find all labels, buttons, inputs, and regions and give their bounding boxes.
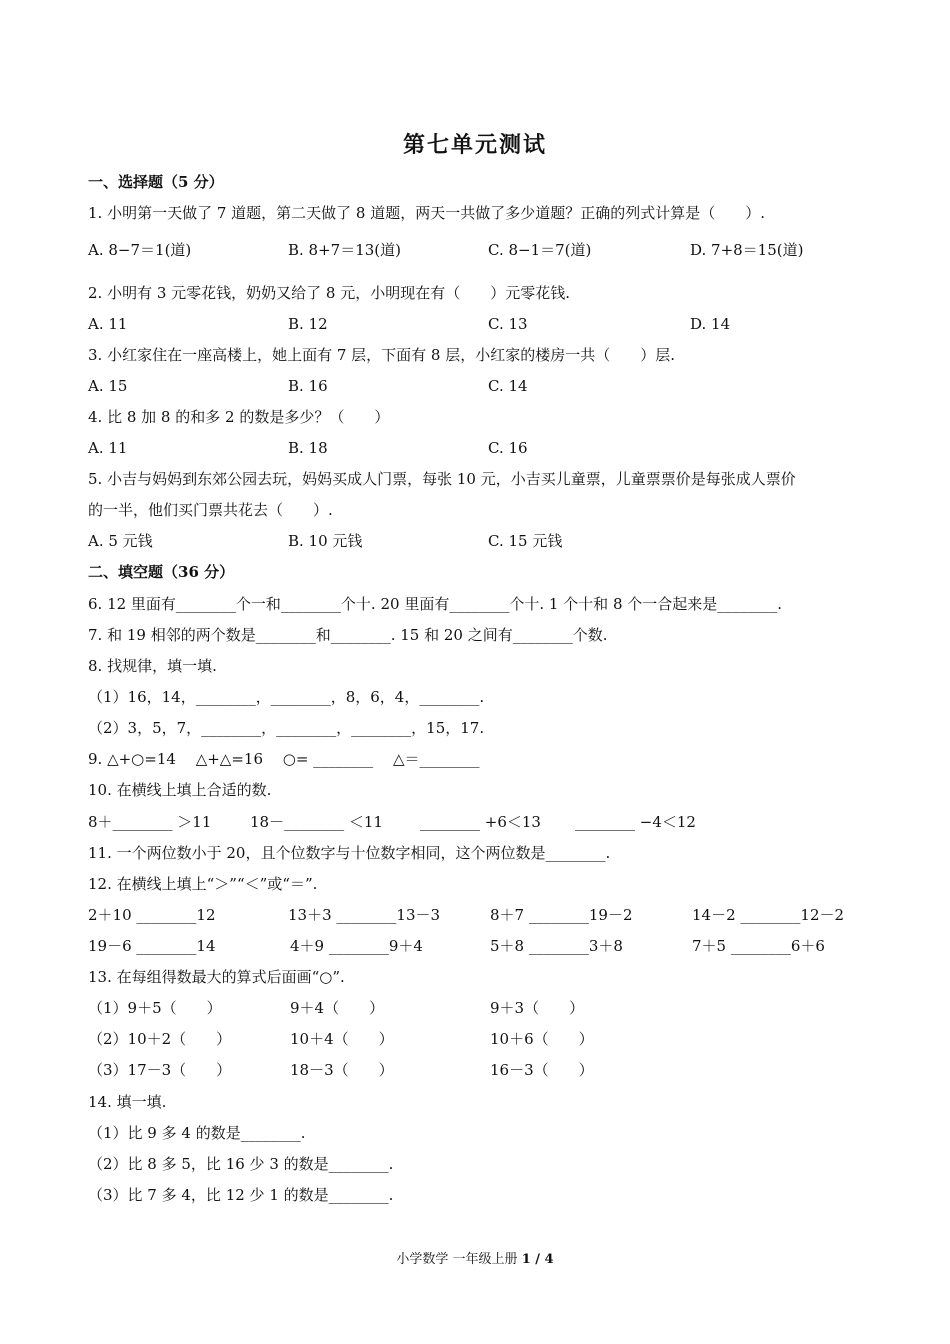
question-14-part-1: （1）比 9 多 4 的数是________.: [88, 1124, 306, 1142]
question-10-stem: 10. 在横线上填上合适的数.: [88, 781, 272, 799]
page-footer: [0, 1248, 950, 1267]
question-8-part-2: （2）3，5，7，________，________，________，15，17.: [88, 719, 485, 737]
q12-item: 5＋8 ________3＋8: [490, 937, 623, 955]
question-11: 11. 一个两位数小于 20，且个位数字与十位数字相同，这个两位数是________.: [88, 844, 611, 862]
q2-option-a: A. 11: [88, 315, 128, 333]
page-title: 第七单元测试: [402, 132, 547, 158]
footer-text: 小学数学 一年级上册: [396, 1252, 522, 1267]
q13-item: 16－3（ ）: [490, 1061, 594, 1079]
question-14-part-2: （2）比 8 多 5，比 16 少 3 的数是________.: [88, 1155, 394, 1173]
q5-option-c: C. 15 元钱: [488, 532, 563, 550]
q1-option-a: A. 8−7＝1(道): [88, 241, 192, 259]
question-6: 6. 12 里面有________个一和________个十. 20 里面有________个十. 1 个十和 8 个一合起来是________.: [88, 595, 783, 613]
question-7: 7. 和 19 相邻的两个数是________和________. 15 和 20 之间有________个数.: [88, 626, 608, 644]
question-14-stem: 14. 填一填.: [88, 1093, 167, 1111]
question-5-stem-line1: 5. 小吉与妈妈到东郊公园去玩，妈妈买成人门票，每张 10 元，小吉买儿童票，儿童票票价是每张成人票价: [88, 470, 796, 488]
q2-option-c: C. 13: [488, 315, 528, 333]
q3-option-c: C. 14: [488, 377, 528, 395]
question-3-stem: 3. 小红家住在一座高楼上，她上面有 7 层，下面有 8 层，小红家的楼房一共（ ）层.: [88, 346, 676, 364]
q3-option-a: A. 15: [88, 377, 128, 395]
q12-item: 2＋10 ________12: [88, 906, 216, 924]
q13-item: 9＋4（ ）: [290, 999, 385, 1017]
question-14-part-3: （3）比 7 多 4，比 12 少 1 的数是________.: [88, 1186, 394, 1204]
q13-item: （2）10＋2（ ）: [88, 1030, 232, 1048]
q12-item: 8＋7 ________19－2: [490, 906, 633, 924]
q13-item: 10＋6（ ）: [490, 1030, 594, 1048]
q12-item: 13＋3 ________13－3: [288, 906, 441, 924]
question-5-stem-line2: 的一半，他们买门票共花去（ ）.: [88, 501, 333, 519]
q1-option-b: B. 8+7＝13(道): [288, 241, 402, 259]
q5-option-a: A. 5 元钱: [88, 532, 153, 550]
q13-item: （3）17－3（ ）: [88, 1061, 232, 1079]
q12-item: 14－2 ________12－2: [692, 906, 845, 924]
question-4-stem: 4. 比 8 加 8 的和多 2 的数是多少？（ ）: [88, 408, 390, 426]
q4-option-c: C. 16: [488, 439, 528, 457]
q12-item: 7＋5 ________6＋6: [692, 937, 825, 955]
question-2-stem: 2. 小明有 3 元零花钱，奶奶又给了 8 元，小明现在有（ ）元零花钱.: [88, 284, 571, 302]
question-12-stem: 12. 在横线上填上“＞”“＜”或“＝”.: [88, 875, 318, 893]
question-13-stem: 13. 在每组得数最大的算式后面画“○”.: [88, 968, 345, 986]
q10-item-a: 8＋________ ＞11: [88, 813, 212, 831]
q2-option-d: D. 14: [690, 315, 731, 333]
q13-item: 9＋3（ ）: [490, 999, 585, 1017]
q12-item: 19－6 ________14: [88, 937, 216, 955]
q10-item-b: 18－________ ＜11: [250, 813, 383, 831]
question-1-stem: 1. 小明第一天做了 7 道题，第二天做了 8 道题，两天一共做了多少道题？正确的列式计算是（ ）.: [88, 204, 766, 222]
q4-option-b: B. 18: [288, 439, 328, 457]
q10-item-d: ________ −4＜12: [575, 813, 696, 831]
q12-item: 4＋9 ________9＋4: [290, 937, 423, 955]
q3-option-b: B. 16: [288, 377, 328, 395]
q1-option-c: C. 8−1＝7(道): [488, 241, 592, 259]
q4-option-a: A. 11: [88, 439, 128, 457]
q1-option-d: D. 7+8＝15(道): [690, 241, 804, 259]
question-9: 9. △+○=14 △+△=16 ○= ________ △＝________: [88, 750, 480, 768]
q13-item: 18－3（ ）: [290, 1061, 394, 1079]
q13-item: 10＋4（ ）: [290, 1030, 394, 1048]
section-heading-choice: 一、选择题（5 分）: [88, 173, 224, 191]
q2-option-b: B. 12: [288, 315, 328, 333]
question-8-stem: 8. 找规律，填一填.: [88, 657, 217, 675]
page-number: 1 / 4: [521, 1252, 554, 1267]
q10-item-c: ________ +6＜13: [420, 813, 541, 831]
section-heading-fill: 二、填空题（36 分）: [88, 563, 235, 581]
question-8-part-1: （1）16，14，________，________，8，6，4，________.: [88, 688, 485, 706]
q5-option-b: B. 10 元钱: [288, 532, 363, 550]
q13-item: （1）9＋5（ ）: [88, 999, 222, 1017]
